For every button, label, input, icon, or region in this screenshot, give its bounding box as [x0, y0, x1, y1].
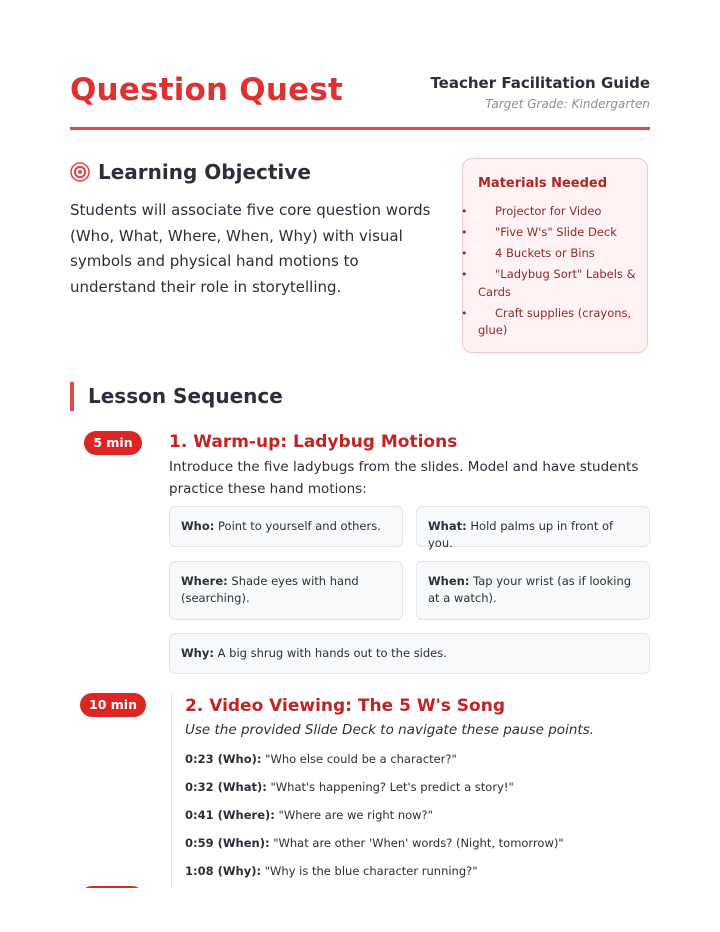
materials-list	[478, 203, 640, 343]
step-description: Use the provided Slide Deck to navigate these pause points.	[185, 722, 594, 738]
motion-card	[416, 506, 650, 550]
materials-item: • 4 Buckets or Bins	[478, 245, 640, 263]
pause-point-question: "Where are we right now?"	[274, 808, 433, 822]
guide-title: Teacher Facilitation Guide	[430, 74, 650, 92]
motion-label: When:	[428, 574, 470, 588]
materials-item: • "Ladybug Sort" Labels & Cards	[478, 266, 640, 301]
motion-label: What:	[428, 519, 467, 533]
step-title: 1. Warm-up: Ladybug Motions	[169, 432, 458, 452]
guide-page	[70, 0, 650, 932]
materials-item: • Projector for Video	[478, 203, 640, 221]
objective-text: Students will associate five core question words (Who, What, Where, When, Why) with visual symbols and physical hand motions to understand their role in storytelling.	[70, 201, 431, 296]
motion-label: Why:	[181, 646, 214, 660]
pause-point	[185, 780, 514, 794]
motion-text: Point to yourself and others.	[214, 519, 381, 533]
header-divider	[70, 127, 650, 130]
step-time-badge: 5 min	[84, 431, 142, 455]
page-header	[70, 70, 650, 130]
pause-point-time: 0:41 (Where):	[185, 808, 275, 822]
target-grade: Target Grade: Kindergarten	[485, 97, 650, 111]
pause-point-question: "What are other 'When' words? (Night, tomorrow)"	[269, 836, 564, 850]
page-title: Question Quest	[70, 72, 344, 108]
materials-box	[462, 158, 648, 353]
pause-point	[185, 808, 433, 822]
pause-point-question: "What's happening? Let's predict a story!"	[266, 780, 514, 794]
motion-card	[169, 506, 403, 547]
motion-card	[169, 561, 403, 620]
pause-point-time: 0:23 (Who):	[185, 752, 262, 766]
motion-text: Shade eyes with hand (searching).	[181, 574, 359, 605]
step-time-badge: 10 min	[80, 693, 146, 717]
step-title: 2. Video Viewing: The 5 W's Song	[185, 696, 506, 716]
step-timeline-line	[171, 693, 172, 893]
motion-card	[169, 633, 650, 674]
motion-label: Who:	[181, 519, 215, 533]
objective-title: Learning Objective	[98, 160, 311, 184]
page-bottom-mask	[0, 888, 720, 932]
materials-item: • "Five W's" Slide Deck	[478, 224, 640, 242]
step-description: Introduce the five ladybugs from the slides. Model and have students practice these hand motions:	[169, 459, 639, 497]
sequence-accent-bar	[70, 382, 74, 411]
sequence-title: Lesson Sequence	[88, 384, 283, 408]
pause-point	[185, 752, 457, 766]
pause-point	[185, 864, 478, 878]
motion-card	[416, 561, 650, 620]
target-icon	[70, 162, 90, 182]
materials-title: Materials Needed	[478, 176, 608, 191]
materials-item: • Craft supplies (crayons, glue)	[478, 305, 640, 340]
pause-point-time: 0:32 (What):	[185, 780, 267, 794]
motion-text: Hold palms up in front of you.	[428, 519, 614, 550]
pause-point	[185, 836, 564, 850]
pause-point-question: "Who else could be a character?"	[261, 752, 457, 766]
pause-point-time: 0:59 (When):	[185, 836, 270, 850]
pause-point-question: "Why is the blue character running?"	[261, 864, 478, 878]
motion-text: A big shrug with hands out to the sides.	[213, 646, 447, 660]
pause-point-time: 1:08 (Why):	[185, 864, 262, 878]
motion-text: Tap your wrist (as if looking at a watch).	[428, 574, 632, 605]
motion-label: Where:	[181, 574, 228, 588]
